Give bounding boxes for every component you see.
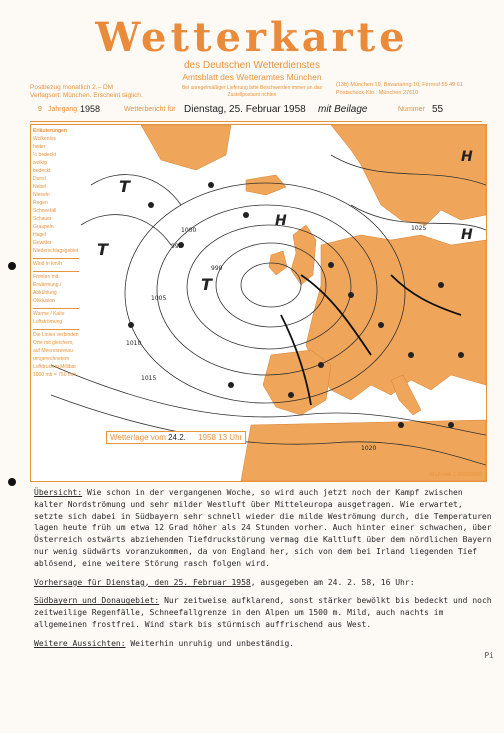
forecast-heading bbox=[34, 577, 494, 589]
legend-item: Wolkenlos bbox=[33, 136, 56, 142]
station bbox=[408, 352, 414, 358]
page-title: Wetterkarte bbox=[95, 14, 409, 61]
publication-place: Verlagsort: München. Erscheint täglich. bbox=[30, 92, 143, 99]
station bbox=[438, 282, 444, 288]
isobar-label: 1005 bbox=[151, 295, 167, 302]
address-line: (13b) München 19, Bavariaring 10, Fernruf 55 49 61 bbox=[336, 82, 463, 88]
subscription-info bbox=[30, 84, 143, 100]
issue-volume: 9 bbox=[38, 106, 42, 113]
punch-hole bbox=[8, 262, 16, 270]
isobar-label: 995 bbox=[171, 243, 183, 250]
legend-item: Schneefall bbox=[33, 208, 57, 214]
header-rule bbox=[30, 121, 482, 122]
low-pressure-marker: T bbox=[119, 177, 130, 196]
station bbox=[243, 212, 249, 218]
station bbox=[448, 422, 454, 428]
legend-item: Nebel bbox=[33, 184, 47, 190]
station bbox=[398, 422, 404, 428]
author-initials: Pi bbox=[484, 651, 494, 660]
station bbox=[228, 382, 234, 388]
bericht-label: Wetterbericht für bbox=[124, 106, 176, 113]
station bbox=[208, 182, 214, 188]
high-pressure-marker: H bbox=[275, 213, 287, 229]
legend-item: Regen bbox=[33, 200, 48, 206]
forecast-text bbox=[34, 487, 494, 650]
forecast-issued: , ausgegeben am 24. 2. 58, 16 Uhr: bbox=[250, 577, 415, 587]
map-scale: Maßstab 1:30000000 bbox=[430, 472, 482, 478]
land-iceland bbox=[246, 175, 286, 195]
isobar-label: 990 bbox=[211, 265, 223, 272]
high-pressure-marker: H bbox=[461, 227, 473, 243]
legend-occlusion: Okklusion bbox=[33, 298, 55, 304]
subscription-price: Postbezug monatlich 2.– DM bbox=[30, 84, 114, 91]
map-legend bbox=[33, 127, 79, 379]
postscheck-line: Postscheck-Kto.: München 27610 bbox=[336, 90, 419, 96]
legend-heading: Erläuterungen bbox=[33, 128, 67, 134]
issue-year: 1958 bbox=[80, 104, 101, 114]
overview-label: Übersicht: bbox=[34, 488, 83, 497]
station bbox=[288, 392, 294, 398]
punch-hole bbox=[8, 478, 16, 486]
legend-item: wolkig bbox=[33, 160, 47, 166]
nummer-label: Nummer bbox=[398, 106, 425, 113]
legend-isobar-note: Die Linien verbinden Orte mit gleichem, auf Meeresniveau umgerechnetem Luftdruck in Millibar bbox=[33, 329, 79, 371]
land-scandinavia bbox=[331, 125, 486, 225]
outlook-body: Weiterhin unruhig und unbeständig. bbox=[130, 638, 295, 648]
overview-paragraph bbox=[34, 487, 494, 570]
legend-item: Graupeln bbox=[33, 224, 54, 230]
isobar bbox=[91, 175, 181, 205]
publisher-address bbox=[336, 81, 463, 97]
outlook-paragraph bbox=[34, 638, 494, 650]
legend-item: Schauer bbox=[33, 216, 52, 222]
station bbox=[148, 202, 154, 208]
subtitle-service: des Deutschen Wetterdienstes bbox=[183, 60, 320, 71]
station bbox=[348, 292, 354, 298]
land-greenland bbox=[141, 125, 231, 170]
region-body: Nur zeitweise aufklarend, sonst stärker bewölkt bis bedeckt und noch zeitweilige Regenfälle, Schneefallgrenze in den Alpen um 1500 m. Mild, auch nachts im allgemeinen frostfrei. Wind stark bis stürmisch auffrischend aus West. bbox=[34, 596, 492, 629]
station bbox=[458, 352, 464, 358]
legend-item: Hagel bbox=[33, 232, 47, 238]
legend-item: Gewitter bbox=[33, 240, 52, 246]
subtitle-official: Amtsblatt des Wetteramtes München bbox=[182, 72, 322, 82]
isobar-label: 1010 bbox=[126, 340, 142, 347]
station bbox=[328, 262, 334, 268]
legend-wind: Wind in km/h bbox=[33, 258, 79, 268]
map-date-label: Wetterlage vom bbox=[110, 433, 166, 442]
issue-number: 55 bbox=[432, 104, 444, 115]
map-date-box bbox=[106, 431, 246, 444]
legend-pressure-conversion: 1000 mb = 750 mm bbox=[33, 372, 77, 378]
jahrgang-label: Jahrgang bbox=[48, 106, 78, 113]
isobar-label: 1025 bbox=[411, 225, 427, 232]
high-pressure-marker: H bbox=[461, 149, 473, 165]
legend-item: Dunst bbox=[33, 176, 47, 182]
isobar-label: 1000 bbox=[181, 227, 197, 234]
region-paragraph bbox=[34, 595, 494, 630]
land-central-europe bbox=[306, 235, 486, 400]
map-date-day: 24.2. bbox=[168, 433, 186, 442]
legend-item: Niederschlagsgebiet bbox=[33, 248, 79, 254]
low-pressure-marker: T bbox=[97, 240, 108, 259]
region-label: Südbayern und Donaugebiet: bbox=[34, 596, 160, 606]
station bbox=[378, 322, 384, 328]
outlook-label: Weitere Aussichten: bbox=[34, 638, 126, 648]
station bbox=[128, 322, 134, 328]
isobar bbox=[81, 215, 171, 245]
land-masses bbox=[141, 125, 486, 481]
isobar-label: 1015 bbox=[141, 375, 157, 382]
forecast-label: Vorhersage für Dienstag, den 25. Februar 1958 bbox=[34, 577, 251, 587]
report-date: Dienstag, 25. Februar 1958 bbox=[184, 104, 306, 115]
supplement-note: mit Beilage bbox=[318, 104, 368, 115]
map-date-year: 1958 bbox=[198, 433, 216, 442]
overview-body: Wie schon in der vergangenen Woche, so wird auch jetzt noch der Kampf zwischen kalter Nordströmung und sehr milder Westluft über Mitteleuropa ausgetragen. Wie erwartet, setzte sich dabei in Südbayern sehr schnell wieder die milde Weströmung durch, die Temperaturen lagen heute früh um etwa 12 Grad höher als 24 Stunden vorher. Auch hinter einer schwachen, über Österreich ostwärts abziehenden Tiefdruckstörung vermag die Kaltluft über dem nördlichen Bayern nur wenig südwärts voranzukommen, da von England her, sich von dem bei Irland liegenden Tief ablösend, eine weitere Störung rasch folgen wird. bbox=[34, 488, 492, 568]
legend-item: Nieseln bbox=[33, 192, 50, 198]
legend-item: heiter bbox=[33, 144, 46, 150]
legend-item: bedeckt bbox=[33, 168, 51, 174]
legend-fronts: Fronten mit Erwärmung / Abkühlung bbox=[33, 271, 79, 297]
map-drawing bbox=[31, 125, 486, 481]
low-pressure-marker: T bbox=[201, 275, 212, 294]
station bbox=[318, 362, 324, 368]
land-iberia bbox=[263, 350, 331, 415]
weather-map bbox=[30, 124, 487, 482]
legend-item: ½ bedeckt bbox=[33, 152, 57, 158]
subtitle-delivery: Bei unregelmäßiger Lieferung bitte Beschwerden immer an das Zustellpostamt richten bbox=[181, 85, 323, 98]
isobar-label: 1020 bbox=[361, 445, 377, 452]
legend-currents: Warme / Kalte Luftströmung bbox=[33, 308, 79, 326]
map-date-time: 13 Uhr bbox=[218, 433, 243, 442]
